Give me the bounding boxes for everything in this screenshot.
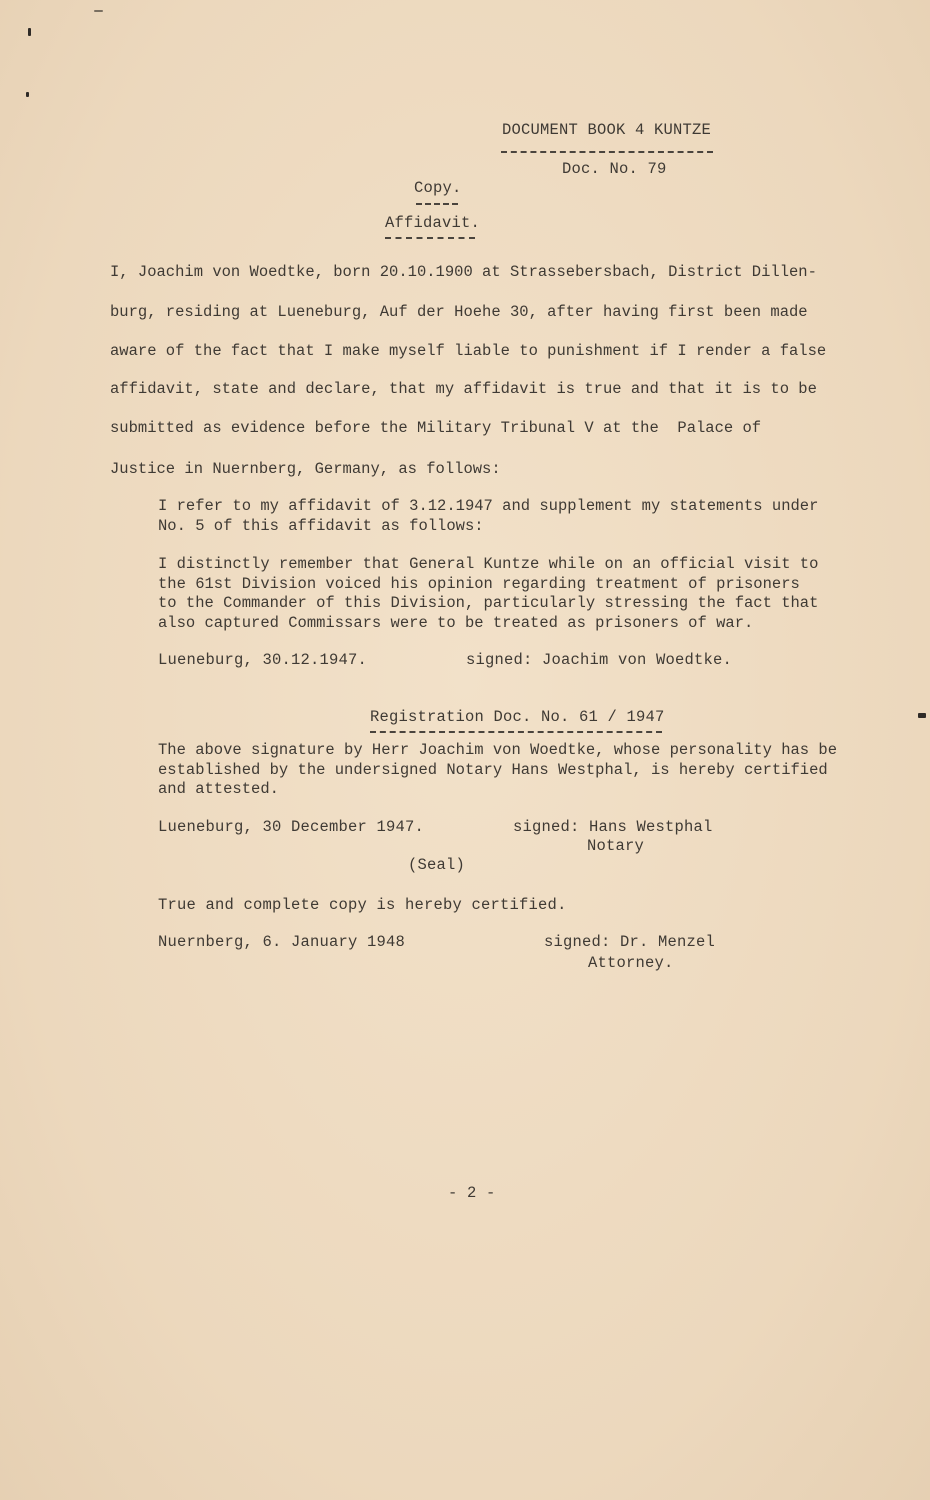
registration-text: The above signature by Herr Joachim von Woedtke, whose personality has be established by the undersigned Notary Hans Westphal, is hereby certified and attested. [158, 741, 838, 798]
registration-place-date: Lueneburg, 30 December 1947. [158, 818, 425, 836]
document-book-label: DOCUMENT BOOK 4 KUNTZE [502, 121, 712, 139]
statement-paragraph-1: I refer to my affidavit of 3.12.1947 and supplement my statements under No. 5 of this affidavit as follows: [158, 497, 819, 535]
copy-title: Copy. [414, 179, 462, 197]
certification-role: Attorney. [588, 954, 674, 972]
intro-line: submitted as evidence before the Military Tribunal V at the Palace of [110, 419, 762, 437]
certification-signature: signed: Dr. Menzel [544, 933, 716, 951]
registration-underline [370, 731, 662, 733]
registration-seal: (Seal) [408, 856, 466, 874]
registration-signature: signed: Hans Westphal [513, 818, 713, 836]
document-number: Doc. No. 79 [562, 160, 667, 178]
statement-place-date: Lueneburg, 30.12.1947. [158, 651, 368, 669]
certification-text: True and complete copy is hereby certified. [158, 896, 567, 914]
margin-mark [28, 28, 31, 36]
registration-role: Notary [587, 837, 645, 855]
margin-mark [26, 92, 29, 97]
margin-mark [94, 10, 103, 12]
page-number: - 2 - [448, 1184, 496, 1202]
intro-line: aware of the fact that I make myself liable to punishment if I render a false [110, 342, 827, 360]
margin-mark [918, 713, 926, 718]
statement-signature: signed: Joachim von Woedtke. [466, 651, 733, 669]
intro-line: affidavit, state and declare, that my affidavit is true and that it is to be [110, 380, 817, 398]
registration-title: Registration Doc. No. 61 / 1947 [370, 708, 665, 726]
intro-line: I, Joachim von Woedtke, born 20.10.1900 at Strassebersbach, District Dillen- [110, 263, 817, 281]
copy-underline [416, 203, 458, 205]
affidavit-underline [385, 237, 475, 239]
intro-line: Justice in Nuernberg, Germany, as follows: [110, 460, 501, 478]
certification-place-date: Nuernberg, 6. January 1948 [158, 933, 406, 951]
header-rule [501, 151, 713, 153]
affidavit-title: Affidavit. [385, 214, 481, 232]
intro-line: burg, residing at Lueneburg, Auf der Hoehe 30, after having first been made [110, 303, 808, 321]
statement-paragraph-2: I distinctly remember that General Kuntze while on an official visit to the 61st Division voiced his opinion regarding treatment of prisoners to the Commander of this Division, particularly stressing the fact that also captured Commissars were to be treated as prisoners of war. [158, 555, 819, 632]
